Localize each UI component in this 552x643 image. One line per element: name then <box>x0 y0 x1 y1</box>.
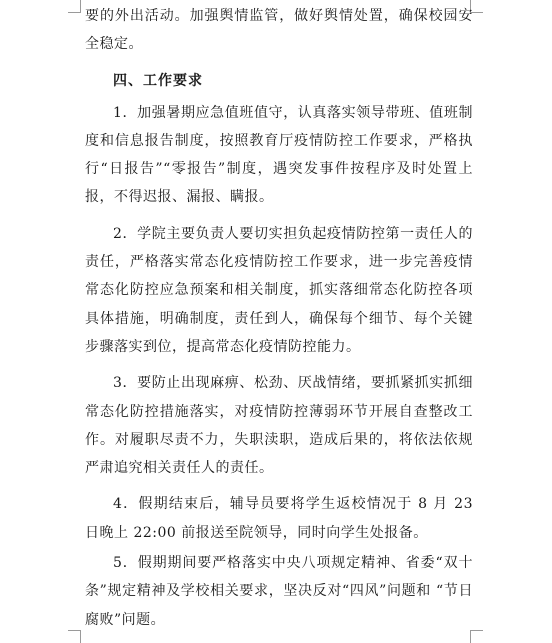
page-corner-mark-bottom-left <box>68 630 81 643</box>
section-heading: 四、工作要求 <box>113 72 203 89</box>
requirement-item-5: 5．假期期间要严格落实中央八项规定精神、省委“双十条”规定精神及学校相关要求，坚决反对“四风”问题和 “节日腐败”问题。 <box>85 555 473 628</box>
requirement-item-4: 4．假期结束后，辅导员要将学生返校情况于 8 月 23 日晚上 22:00 前报送至院领导，同时向学生处报备。 <box>85 496 473 541</box>
requirement-item-2: 2．学院主要负责人要切实担负起疫情防控第一责任人的责任，严格落实常态化疫情防控工作要求，进一步完善疫情常态化防控应急预案和相关制度，抓实落细常态化防控各项具体措施，明确制度，责任到人，确保每个细节、每个关键步骤落实到位，提高常态化疫情防控能力。 <box>85 225 473 355</box>
intro-paragraph-tail: 要的外出活动。加强舆情监管，做好舆情处置，确保校园安全稳定。 <box>85 8 473 53</box>
page-corner-mark-top-left <box>68 0 81 13</box>
requirement-item-3: 3．要防止出现麻痹、松劲、厌战情绪，要抓紧抓实抓细常态化防控措施落实，对疫情防控薄弱环节开展自查整改工作。对履职尽责不力，失职渎职，造成后果的，将依法依规严肃追究相关责任人的责任。 <box>85 375 473 477</box>
requirement-item-1: 1．加强暑期应急值班值守，认真落实领导带班、值班制度和信息报告制度，按照教育厅疫情防控工作要求，严格执行“日报告”“零报告”制度，遇突发事件按程序及时处置上报，不得迟报、漏报、瞒报。 <box>85 104 473 206</box>
document-body <box>85 0 473 634</box>
